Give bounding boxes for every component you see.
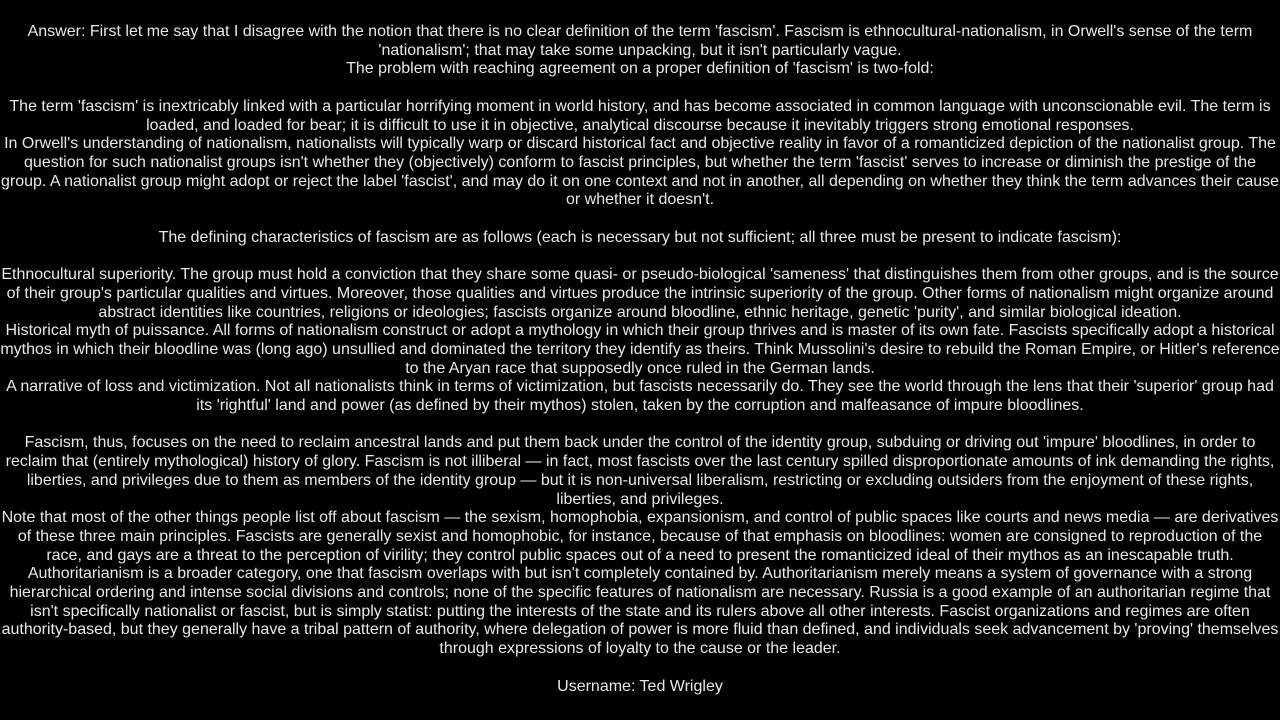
problem-intro: The problem with reaching agreement on a proper definition of 'fascism' is two-fold: (346, 60, 934, 78)
paragraph-gap (0, 659, 1280, 678)
paragraph-gap (0, 247, 1280, 266)
conclusion-reclaim-lands: Fascism, thus, focuses on the need to reclaim ancestral lands and put them back under the control of the identity group, subduing or driving out 'impure' bloodlines, in order to reclaim that (entirely mythological) history of glory. Fascism is not illiberal — in fact, most fascists over the last century spilled disproportionate amounts of ink demanding the rights, liberties, and privileges due to them as members of the identity group — but it is non-universal liberalism, restricting or excluding outsiders from the enjoyment of these rights, liberties, and privileges. (5, 434, 1275, 508)
conclusion-authoritarianism: Authoritarianism is a broader category, one that fascism overlaps with but isn't completely contained by. Authoritarianism merely means a system of governance with a strong hierarchical ordering and intense social divisions and controls; none of the specific features of nationalism are necessary. Russia is a good example of an authoritarian regime that isn't specifically nationalist or fascist, but is simply statist: putting the interests of the state and its rulers above all other interests. Fascist organizations and regimes are often authority-based, but they generally have a tribal pattern of authority, where delegation of power is more fluid than defined, and individuals seek advancement by 'proving' themselves through expressions of loyalty to the cause or the leader. (1, 565, 1279, 658)
problem-item-2: In Orwell's understanding of nationalism, nationalists will typically warp or discard historical fact and objective reality in favor of a romanticized depiction of the nationalist group. The question for such nationalist groups isn't whether they (objectively) conform to fascist principles, but whether the term 'fascist' serves to increase or diminish the prestige of the group. A nationalist group might adopt or reject the label 'fascist', and may do it on one context and not in another, all depending on whether they think the term advances their cause or whether it doesn't. (0, 135, 1280, 209)
characteristic-ethnocultural-superiority: Ethnocultural superiority. The group must hold a conviction that they share some quasi- or pseudo-biological 'sameness' that distinguishes them from other groups, and is the source of their group's particular qualities and virtues. Moreover, those qualities and virtues produce the intrinsic superiority of the group. Other forms of nationalism might organize around abstract identities like countries, religions or ideologies; fascists organize around bloodline, ethnic heritage, genetic 'purity', and similar biological ideation. (1, 266, 1279, 321)
paragraph-gap (0, 79, 1280, 98)
characteristics-intro: The defining characteristics of fascism are as follows (each is necessary but not sufficient; all three must be present to indicate fascism): (158, 228, 1122, 246)
paragraph-gap (0, 416, 1280, 435)
paragraph-gap (0, 210, 1280, 229)
problem-item-1: The term 'fascism' is inextricably linked with a particular horrifying moment in world history, and has become associated in common language with unconscionable evil. The term is loaded, and loaded for bear; it is difficult to use it in objective, analytical discourse because it inevitably triggers strong emotional responses. (9, 97, 1271, 134)
characteristic-historical-myth: Historical myth of puissance. All forms of nationalism construct or adopt a mythology in which their group thrives and is master of its own fate. Fascists specifically adopt a historical mythos in which their bloodline was (long ago) unsullied and dominated the territory they identify as theirs. Think Mussolini's desire to rebuild the Roman Empire, or Hitler's reference to the Aryan race that supposedly once ruled in the German lands. (0, 322, 1280, 377)
username: Username: Ted Wrigley (557, 677, 723, 695)
characteristic-loss-victimization: A narrative of loss and victimization. Not all nationalists think in terms of victimization, but fascists necessarily do. They see the world through the lens that their 'superior' group had its 'rightful' land and power (as defined by their mythos) stolen, taken by the corruption and malfeasance of impure bloodlines. (6, 378, 1274, 415)
answer-intro: Answer: First let me say that I disagree with the notion that there is no clear definition of the term 'fascism'. Fascism is ethnocultural-nationalism, in Orwell's sense of the term 'nationalism'; that may take some unpacking, but it isn't particularly vague. (27, 23, 1253, 59)
conclusion-derivatives: Note that most of the other things people list off about fascism — the sexism, homophobia, expansionism, and control of public spaces like courts and news media — are derivatives of these three main principles. Fascists are generally sexist and homophobic, for instance, because of that emphasis on bloodlines: women are consigned to reproduction of the race, and gays are a threat to the perception of virility; they control public spaces out of a need to present the romanticized ideal of their mythos as an inescapable truth. (1, 509, 1279, 564)
